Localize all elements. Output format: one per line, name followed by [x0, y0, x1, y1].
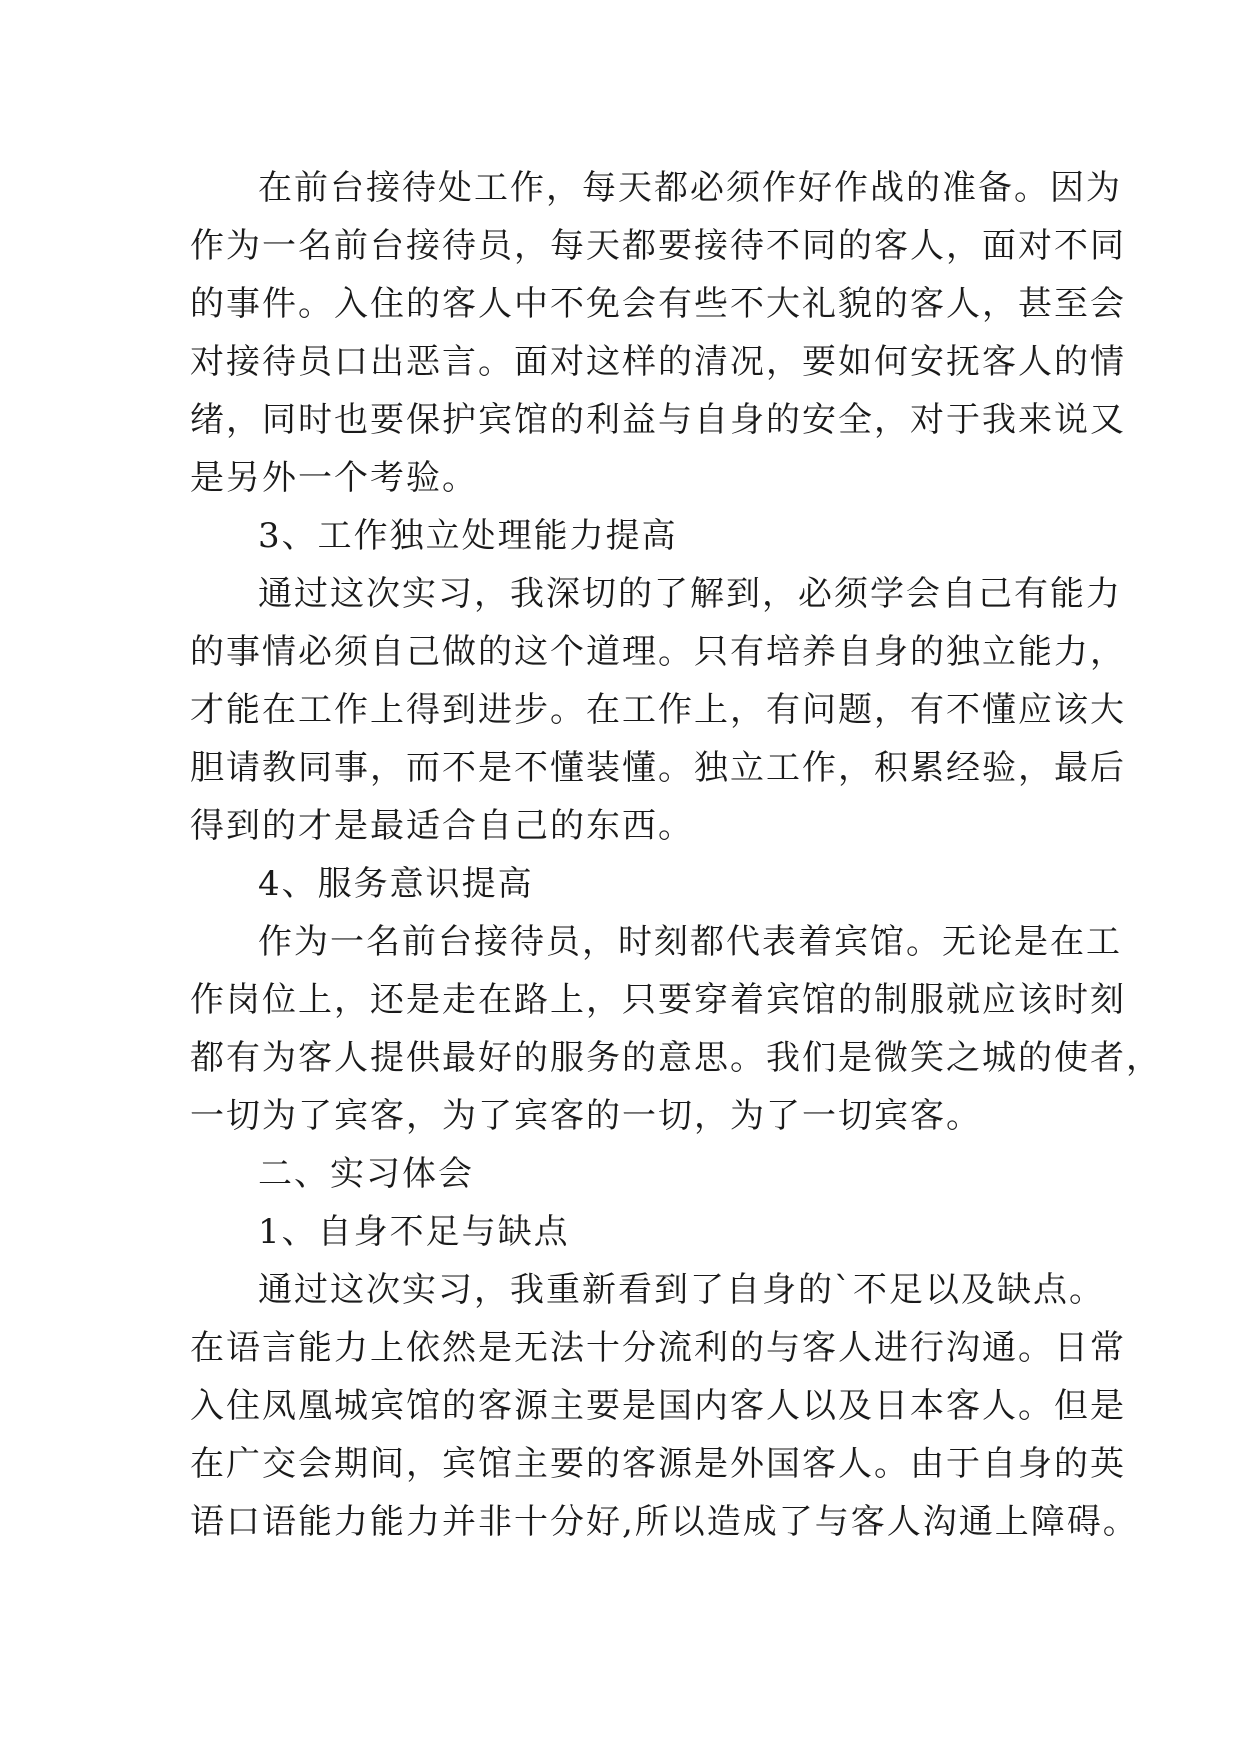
text-line: 入住凤凰城宾馆的客源主要是国内客人以及日本客人。但是: [190, 1386, 1126, 1426]
text-line: 胆请教同事，而不是不懂装懂。独立工作，积累经验，最后: [190, 748, 1126, 788]
text-line: 作岗位上，还是走在路上，只要穿着宾馆的制服就应该时刻: [190, 980, 1126, 1020]
text-line: 是另外一个考验。: [190, 458, 478, 498]
text-line: 在语言能力上依然是无法十分流利的与客人进行沟通。日常: [190, 1328, 1126, 1368]
text-line: 作为一名前台接待员，时刻都代表着宾馆。无论是在工: [258, 922, 1122, 962]
text-line: 都有为客人提供最好的服务的意思。我们是微笑之城的使者，: [190, 1038, 1162, 1078]
text-line: 通过这次实习，我重新看到了自身的`不足以及缺点。: [258, 1270, 1105, 1310]
section-heading: 1、自身不足与缺点: [258, 1212, 570, 1252]
section-heading: 3、工作独立处理能力提高: [258, 516, 678, 556]
text-line: 通过这次实习，我深切的了解到，必须学会自己有能力: [258, 574, 1122, 614]
text-line: 语口语能力能力并非十分好,所以造成了与客人沟通上障碍。: [190, 1502, 1139, 1542]
text-line: 在广交会期间，宾馆主要的客源是外国客人。由于自身的英: [190, 1444, 1126, 1484]
section-heading: 二、实习体会: [258, 1154, 474, 1194]
text-line: 的事件。入住的客人中不免会有些不大礼貌的客人，甚至会: [190, 284, 1126, 324]
text-line: 作为一名前台接待员，每天都要接待不同的客人，面对不同: [190, 226, 1126, 266]
text-line: 对接待员口出恶言。面对这样的清况，要如何安抚客人的情: [190, 342, 1126, 382]
text-line: 一切为了宾客，为了宾客的一切，为了一切宾客。: [190, 1096, 982, 1136]
section-heading: 4、服务意识提高: [258, 864, 534, 904]
text-line: 在前台接待处工作，每天都必须作好作战的准备。因为: [258, 168, 1122, 208]
body-text: [190, 159, 1162, 1551]
text-line: 得到的才是最适合自己的东西。: [190, 806, 694, 846]
text-line: 的事情必须自己做的这个道理。只有培养自身的独立能力，: [190, 632, 1126, 672]
text-line: 才能在工作上得到进步。在工作上，有问题，有不懂应该大: [190, 690, 1126, 730]
text-line: 绪，同时也要保护宾馆的利益与自身的安全，对于我来说又: [190, 400, 1126, 440]
